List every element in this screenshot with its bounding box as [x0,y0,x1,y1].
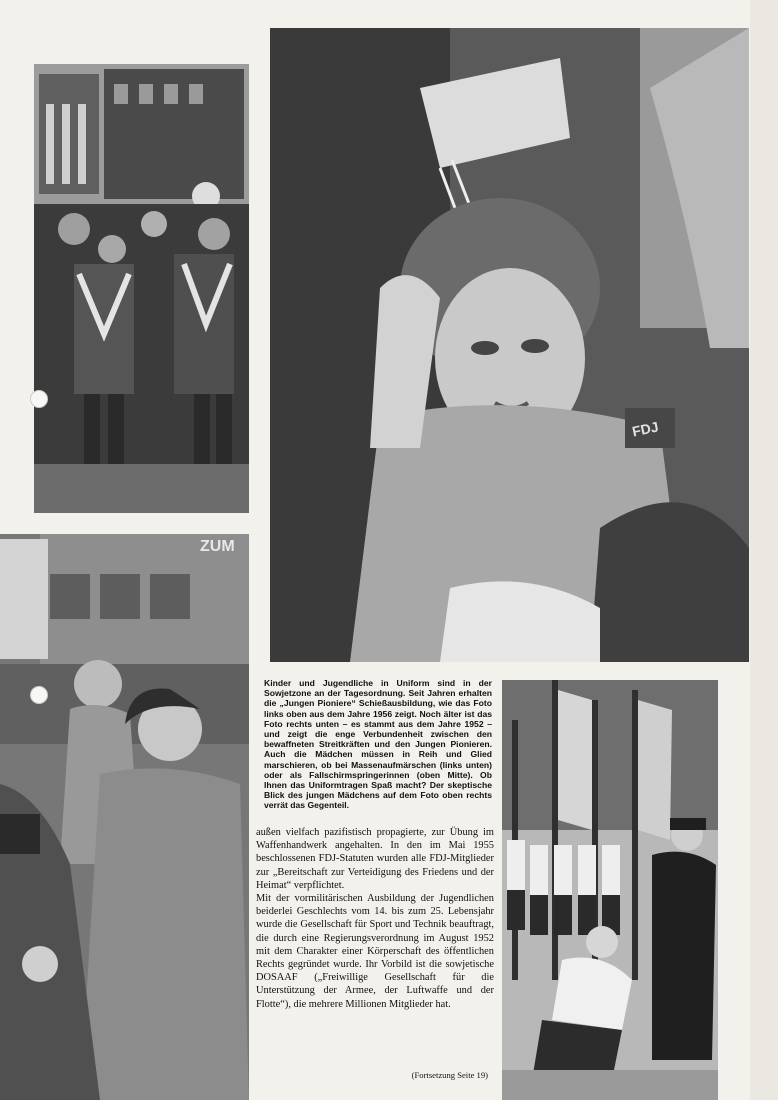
photo-caption: Kinder und Jugendliche in Uniform sind in der Sowjetzone an der Tagesordnung. Seit Jahren erhalten die „Jungen Pioniere“ Schießausbildung, wie das Foto links oben aus dem Jahre 1956 zeigt. Noch älter ist das Foto rechts unten – es stammt aus dem Jahre 1952 – und zeigt die enge Verbundenheit zwischen den bewaffneten Streitkräften und den Jungen Pionieren. Auch die Mädchen müssen in Reih und Glied marschieren, ob bei Massenaufmärschen (links unten) oder als Fallschirmspringerinnen (oben Mitte). Ob Ihnen das Uniformtragen Spaß macht? Der skeptische Blick des jungen Mädchens auf dem Foto oben rechts verrät das Gegenteil. [264,678,492,811]
binding-hole-bottom [30,686,48,704]
body-paragraph-2: Mit der vormilitärischen Ausbildung der Jugendlichen beiderlei Geschlechts vom 14. bis zum 25. Lebensjahr wurde die Gesellschaft für Sport und Technik beauftragt, die durch eine Regierungsverordnung im August 1952 mit dem Charakter einer Körperschaft des öffentlichen Rechts gegründet wurde. Ihr Vorbild ist die sowjetische DOSAAF („Freiwillige Gesellschaft für die Unterstützung der Armee, der Luftwaffe und der Flotte“), die mehrere Millionen Mitglieder hat. [256,893,494,1010]
badge-text: FDJ [630,418,660,440]
article-body [256,826,494,1011]
continuation-note: (Fortsetzung Seite 19) [411,1070,488,1080]
photo-young-men-marching [0,534,249,1100]
photo-women-marching [34,64,249,513]
binding-hole-top [30,390,48,408]
page-edge [750,0,778,1100]
sign-text: ZUM [200,538,235,555]
body-paragraph-1: außen vielfach pazifistisch propagierte, zur Übung im Waffenhandwerk angehalten. In den im Mai 1955 beschlossenen FDJ-Statuten wurden alle FDJ-Mitglieder zur „Bereitschaft zur Verteidigung des Friedens und der Heimat“ verpflichtet. [256,827,494,891]
photo-girl-with-flag [270,28,749,662]
photo-pioneers-with-soldier [502,680,718,1100]
